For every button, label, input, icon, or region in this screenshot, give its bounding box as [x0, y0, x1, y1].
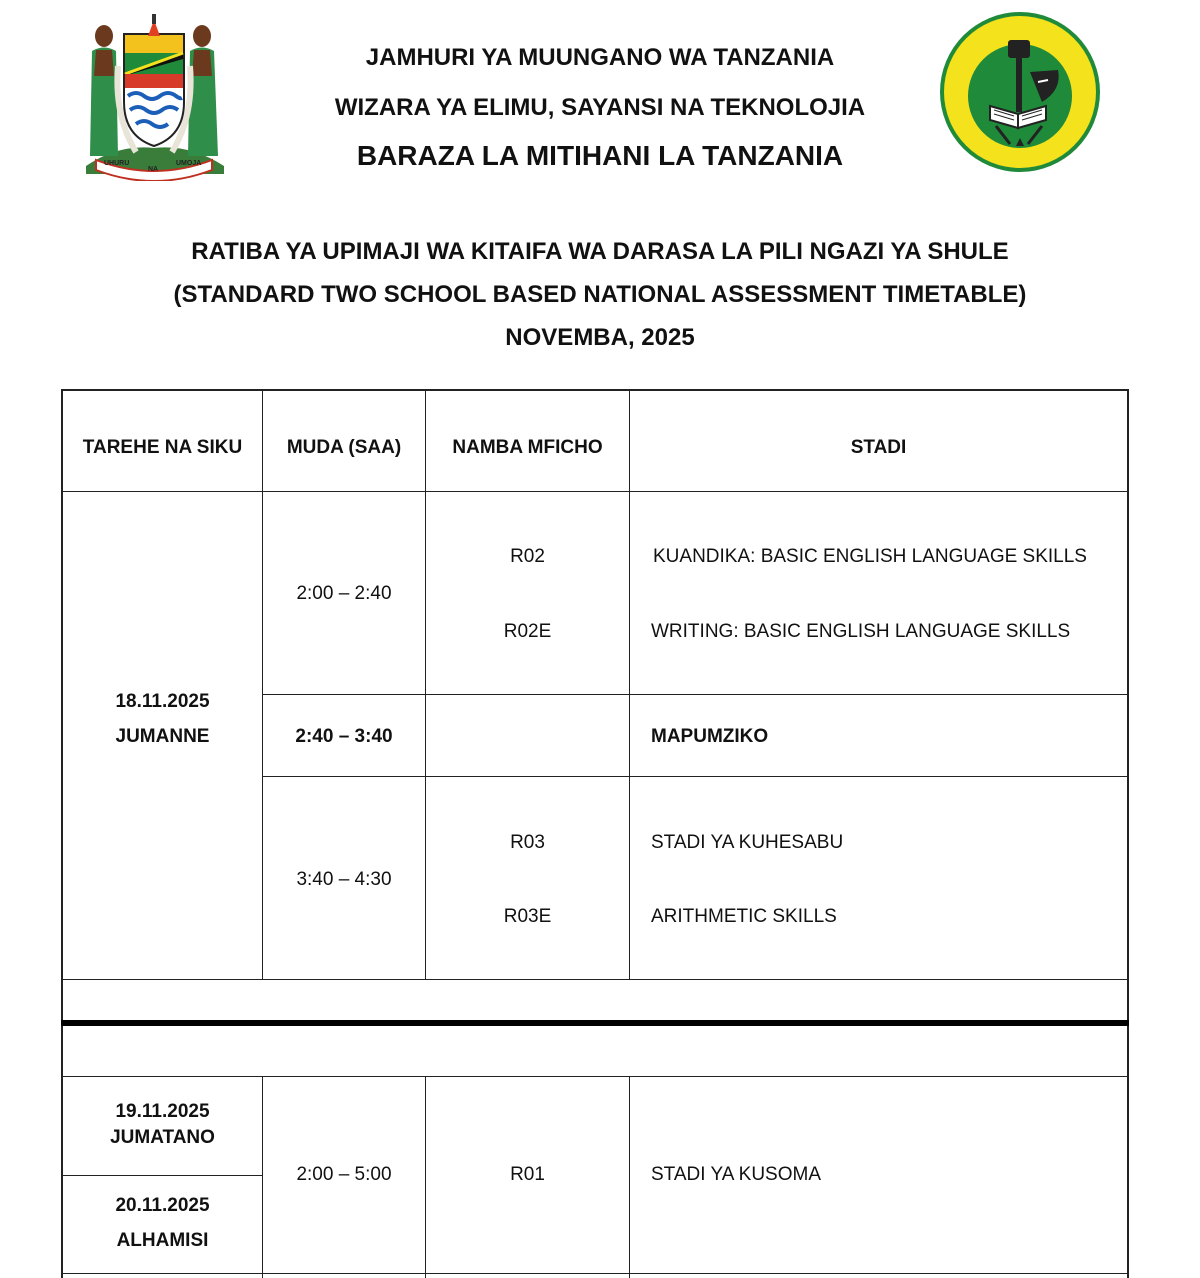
title-line-2: (STANDARD TWO SCHOOL BASED NATIONAL ASSESSMENT TIMETABLE) [173, 281, 1027, 308]
title-line-1: RATIBA YA UPIMAJI WA KITAIFA WA DARASA LA PILI NGAZI YA SHULE [191, 238, 1009, 265]
coat-of-arms-motto-left: UHURU [104, 160, 130, 167]
break-time: 2:40 – 3:40 [295, 726, 393, 747]
col-sep-1 [262, 389, 263, 980]
slot1-skill-a: KUANDIKA: BASIC ENGLISH LANGUAGE SKILLS [653, 546, 1087, 567]
col-sep-2 [425, 389, 426, 980]
coat-of-arms-motto-mid: NA [148, 166, 159, 173]
day1-weekday: JUMANNE [115, 726, 210, 747]
table-border-top [61, 389, 1129, 391]
day3-weekday: ALHAMISI [116, 1230, 209, 1251]
thick-separator [61, 1020, 1129, 1026]
day2-day3-rule [61, 1175, 263, 1176]
council-logo-icon [938, 10, 1102, 174]
col-sep-3b [629, 1076, 630, 1278]
coat-of-arms-icon [78, 6, 230, 181]
coat-of-arms-motto-right: UMOJA [176, 160, 202, 167]
day1-date: 18.11.2025 [115, 691, 210, 712]
col-header-date: TAREHE NA SIKU [82, 437, 243, 458]
slot1-bottom-rule [262, 694, 1129, 695]
table-bottom-rule [61, 1273, 1129, 1274]
header-line-3: BARAZA LA MITIHANI LA TANZANIA [356, 140, 844, 171]
slot1-skill-b: WRITING: BASIC ENGLISH LANGUAGE SKILLS [651, 621, 1071, 642]
col-sep-3 [629, 389, 630, 980]
slot2-skill-b: ARITHMETIC SKILLS [651, 906, 837, 927]
slot1-code-b: R02E [503, 621, 552, 642]
reading-top-rule [61, 1076, 1129, 1077]
council-logo [938, 10, 1102, 174]
header-line-1: JAMHURI YA MUUNGANO WA TANZANIA [365, 44, 835, 71]
slot2-code-a: R03 [510, 832, 545, 853]
reading-skill: STADI YA KUSOMA [651, 1164, 821, 1185]
header-bottom-rule [61, 491, 1129, 492]
slot1-time: 2:00 – 2:40 [296, 583, 392, 604]
slot2-skill-a: STADI YA KUHESABU [651, 832, 844, 853]
header-line-2: WIZARA YA ELIMU, SAYANSI NA TEKNOLOJIA [334, 94, 866, 121]
reading-code: R01 [510, 1164, 545, 1185]
day3-date: 20.11.2025 [115, 1195, 210, 1216]
title-line-3: NOVEMBA, 2025 [505, 324, 695, 351]
coat-of-arms [78, 6, 230, 181]
table-border-right [1127, 389, 1129, 1278]
reading-time: 2:00 – 5:00 [296, 1164, 392, 1185]
slot1-code-a: R02 [510, 546, 545, 567]
slot2-code-b: R03E [503, 906, 552, 927]
col-header-skill: STADI [850, 437, 907, 458]
break-bottom-rule [262, 776, 1129, 777]
day2-weekday: JUMATANO [110, 1127, 215, 1148]
day1-bottom-rule [61, 979, 1129, 980]
col-header-code: NAMBA MFICHO [452, 437, 603, 458]
slot2-time: 3:40 – 4:30 [296, 869, 392, 890]
col-header-time: MUDA (SAA) [286, 437, 402, 458]
break-label: MAPUMZIKO [651, 726, 769, 747]
day2-date: 19.11.2025 [115, 1101, 210, 1122]
